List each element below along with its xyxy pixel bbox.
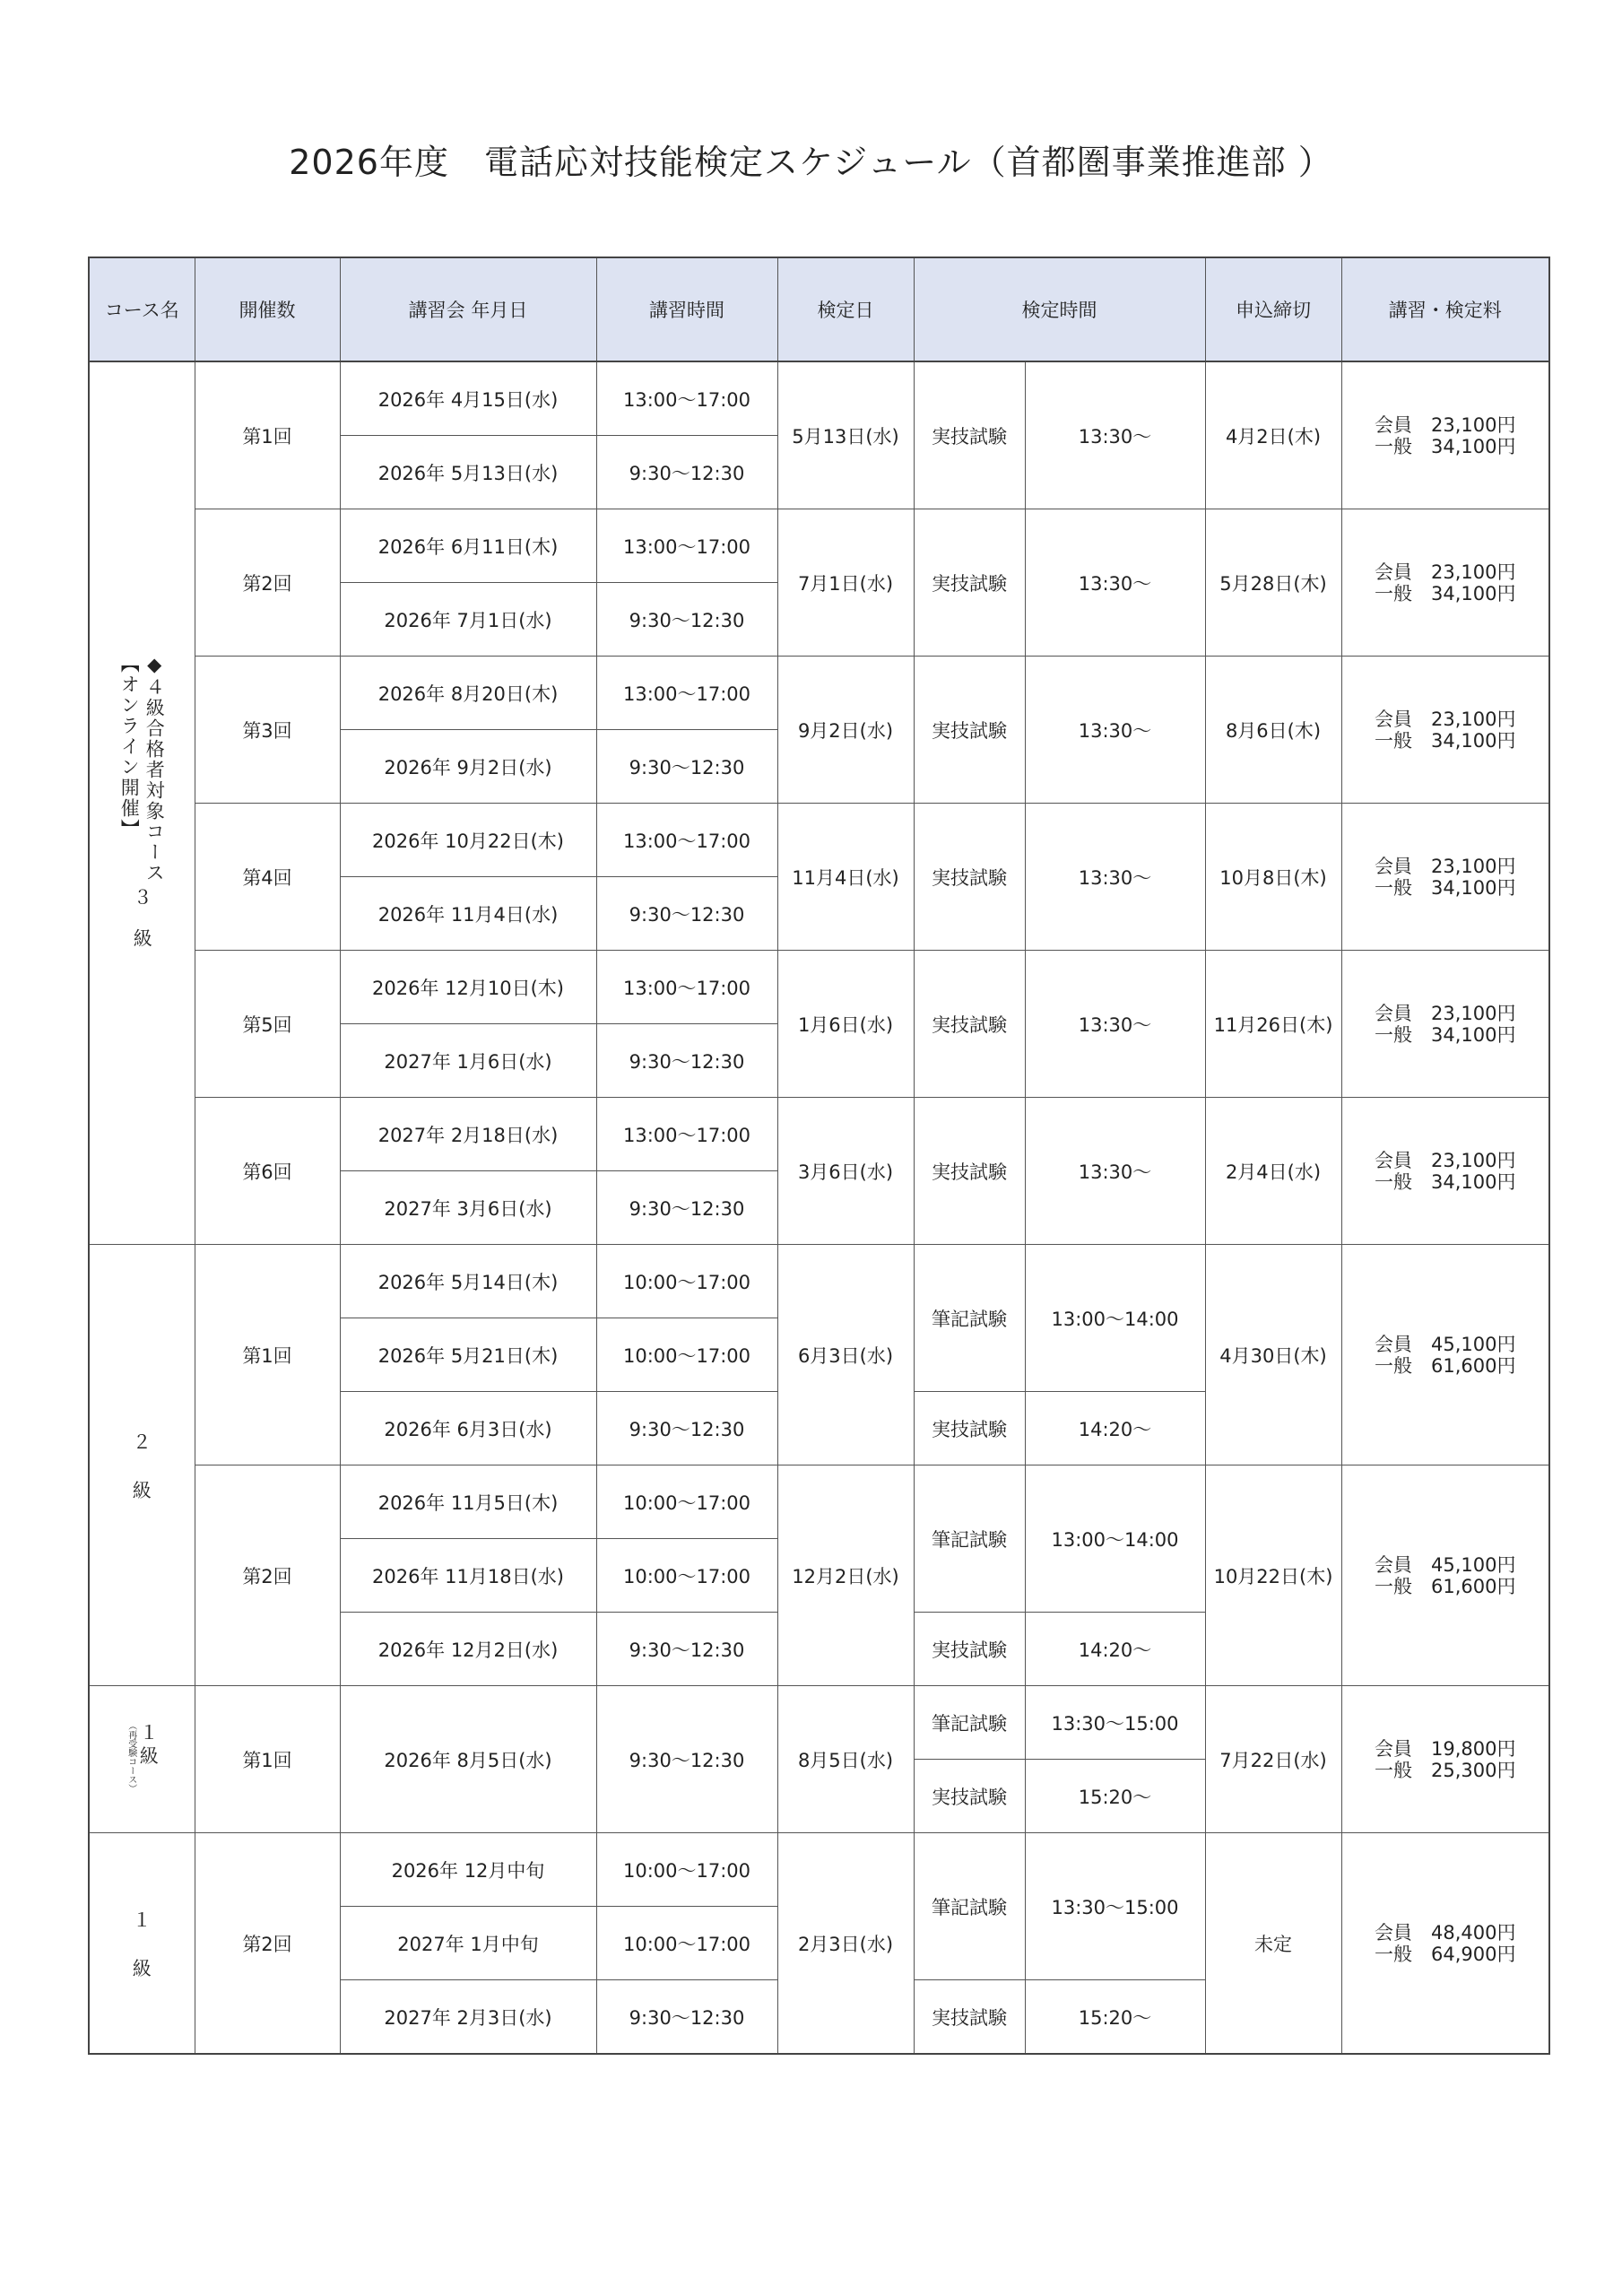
lecture-time: 13:00～17:00 — [596, 804, 777, 877]
fee-general: 一般 61,600円 — [1375, 1354, 1516, 1377]
header-session: 開催数 — [195, 257, 340, 361]
table-row — [89, 1686, 1549, 1760]
fee-member: 会員 19,800円 — [1375, 1737, 1516, 1760]
exam-time: 14:20～ — [1025, 1392, 1205, 1465]
lecture-time: 10:00～17:00 — [596, 1465, 777, 1539]
lecture-time: 10:00～17:00 — [596, 1833, 777, 1907]
exam-time: 13:00～14:00 — [1025, 1465, 1205, 1613]
fee-member: 会員 23,100円 — [1375, 708, 1516, 730]
lecture-time: 10:00～17:00 — [596, 1318, 777, 1392]
fee-cell — [1341, 1098, 1549, 1245]
fee-cell — [1341, 657, 1549, 804]
lecture-time: 9:30～12:30 — [596, 1171, 777, 1245]
lecture-time: 13:00～17:00 — [596, 361, 777, 436]
schedule-table — [88, 257, 1550, 2055]
exam-time: 13:30～ — [1025, 509, 1205, 657]
table-row — [89, 509, 1549, 583]
table-row — [89, 804, 1549, 877]
fee-member: 会員 45,100円 — [1375, 1553, 1516, 1576]
fee-cell — [1341, 804, 1549, 951]
fee-general: 一般 34,100円 — [1375, 1023, 1516, 1046]
exam-time: 15:20～ — [1025, 1760, 1205, 1833]
lecture-date: 2026年 6月3日(水) — [340, 1392, 596, 1465]
exam-type: 筆記試験 — [914, 1833, 1025, 1980]
fee-general: 一般 34,100円 — [1375, 582, 1516, 604]
lecture-time: 13:00～17:00 — [596, 1098, 777, 1171]
exam-date: 3月6日(水) — [777, 1098, 914, 1245]
course-grade1-retake — [89, 1686, 195, 1833]
fee-general: 一般 34,100円 — [1375, 435, 1516, 457]
lecture-date: 2026年 5月13日(水) — [340, 436, 596, 509]
page-title: 2026年度 電話応対技能検定スケジュール（首都圏事業推進部 ） — [289, 143, 1333, 182]
course-grade2-line1: ２ — [132, 1431, 152, 1453]
deadline: 10月22日(木) — [1205, 1465, 1341, 1686]
exam-time: 13:30～ — [1025, 361, 1205, 509]
fee-general: 一般 61,600円 — [1375, 1575, 1516, 1597]
lecture-date: 2027年 1月中旬 — [340, 1907, 596, 1980]
fee-member: 会員 48,400円 — [1375, 1921, 1516, 1944]
fee-cell — [1341, 1245, 1549, 1465]
lecture-date: 2027年 2月18日(水) — [340, 1098, 596, 1171]
session-cell: 第1回 — [195, 361, 340, 509]
fee-cell — [1341, 951, 1549, 1098]
course-grade2-line2: 級 — [132, 1479, 152, 1501]
exam-type: 実技試験 — [914, 1098, 1025, 1245]
deadline: 2月4日(水) — [1205, 1098, 1341, 1245]
course-grade3 — [89, 361, 195, 1245]
deadline: 4月30日(木) — [1205, 1245, 1341, 1465]
fee-member: 会員 23,100円 — [1375, 855, 1516, 877]
exam-type: 実技試験 — [914, 1392, 1025, 1465]
exam-time: 13:30～15:00 — [1025, 1686, 1205, 1760]
exam-time: 13:30～ — [1025, 951, 1205, 1098]
session-cell: 第2回 — [195, 1833, 340, 2055]
header-fee: 講習・検定料 — [1341, 257, 1549, 361]
deadline: 4月2日(木) — [1205, 361, 1341, 509]
deadline: 7月22日(水) — [1205, 1686, 1341, 1833]
lecture-time: 9:30～12:30 — [596, 730, 777, 804]
table-row — [89, 1098, 1549, 1171]
lecture-date: 2026年 11月5日(木) — [340, 1465, 596, 1539]
exam-date: 8月5日(水) — [777, 1686, 914, 1833]
lecture-time: 9:30～12:30 — [596, 1024, 777, 1098]
lecture-time: 9:30～12:30 — [596, 877, 777, 951]
exam-date: 9月2日(水) — [777, 657, 914, 804]
lecture-date: 2026年 12月10日(木) — [340, 951, 596, 1024]
lecture-date: 2027年 3月6日(水) — [340, 1171, 596, 1245]
lecture-time: 10:00～17:00 — [596, 1907, 777, 1980]
exam-time: 13:30～ — [1025, 657, 1205, 804]
fee-general: 一般 34,100円 — [1375, 876, 1516, 899]
lecture-date: 2026年 10月22日(木) — [340, 804, 596, 877]
fee-cell — [1341, 1686, 1549, 1833]
session-cell: 第1回 — [195, 1686, 340, 1833]
lecture-time: 13:00～17:00 — [596, 509, 777, 583]
lecture-date: 2026年 8月5日(水) — [340, 1686, 596, 1833]
lecture-date: 2026年 11月4日(水) — [340, 877, 596, 951]
exam-type: 実技試験 — [914, 804, 1025, 951]
exam-time: 13:30～15:00 — [1025, 1833, 1205, 1980]
table-row — [89, 1245, 1549, 1318]
table-row — [89, 361, 1549, 436]
fee-member: 会員 23,100円 — [1375, 413, 1516, 436]
session-cell: 第5回 — [195, 951, 340, 1098]
exam-date: 2月3日(水) — [777, 1833, 914, 2055]
deadline: 11月26日(木) — [1205, 951, 1341, 1098]
lecture-date: 2026年 12月中旬 — [340, 1833, 596, 1907]
lecture-date: 2026年 4月15日(水) — [340, 361, 596, 436]
deadline: 10月8日(木) — [1205, 804, 1341, 951]
exam-type: 筆記試験 — [914, 1245, 1025, 1392]
lecture-date: 2026年 9月2日(水) — [340, 730, 596, 804]
course-grade1-retake-kyu: 級 — [139, 1745, 159, 1767]
session-cell: 第4回 — [195, 804, 340, 951]
fee-cell — [1341, 361, 1549, 509]
table-row — [89, 951, 1549, 1024]
exam-time: 14:20～ — [1025, 1613, 1205, 1686]
course-grade1 — [89, 1833, 195, 2055]
lecture-date: 2027年 2月3日(水) — [340, 1980, 596, 2055]
exam-type: 実技試験 — [914, 361, 1025, 509]
lecture-date: 2026年 7月1日(水) — [340, 583, 596, 657]
exam-time: 13:00～14:00 — [1025, 1245, 1205, 1392]
header-deadline: 申込締切 — [1205, 257, 1341, 361]
course-grade1-retake-grade-num: １ — [139, 1722, 159, 1744]
course-grade1-retake-grade — [140, 1721, 159, 1768]
header-lecture-date: 講習会 年月日 — [340, 257, 596, 361]
lecture-time: 9:30～12:30 — [596, 1980, 777, 2055]
lecture-date: 2026年 6月11日(木) — [340, 509, 596, 583]
header-row — [89, 257, 1549, 361]
session-cell: 第2回 — [195, 509, 340, 657]
lecture-date: 2027年 1月6日(水) — [340, 1024, 596, 1098]
fee-cell — [1341, 1465, 1549, 1686]
session-cell: 第1回 — [195, 1245, 340, 1465]
header-exam-time: 検定時間 — [914, 257, 1205, 361]
table-row — [89, 1465, 1549, 1539]
fee-member: 会員 23,100円 — [1375, 1149, 1516, 1171]
lecture-date: 2026年 8月20日(木) — [340, 657, 596, 730]
course-grade3-line2: 【オンライン開催】 — [118, 653, 141, 839]
exam-type: 実技試験 — [914, 1760, 1025, 1833]
exam-date: 6月3日(水) — [777, 1245, 914, 1465]
session-cell: 第3回 — [195, 657, 340, 804]
exam-type: 実技試験 — [914, 951, 1025, 1098]
fee-general: 一般 64,900円 — [1375, 1943, 1516, 1965]
table-row — [89, 657, 1549, 730]
lecture-time: 9:30～12:30 — [596, 1392, 777, 1465]
lecture-time: 9:30～12:30 — [596, 436, 777, 509]
exam-date: 11月4日(水) — [777, 804, 914, 951]
exam-type: 実技試験 — [914, 657, 1025, 804]
table-row — [89, 1833, 1549, 1907]
course-grade1-line1: １ — [132, 1909, 152, 1931]
course-grade3-line1: ◆４級合格者対象コース — [143, 653, 166, 883]
exam-date: 1月6日(水) — [777, 951, 914, 1098]
exam-type: 筆記試験 — [914, 1686, 1025, 1760]
deadline: 8月6日(木) — [1205, 657, 1341, 804]
course-grade1-line2: 級 — [132, 1957, 152, 1979]
exam-date: 12月2日(水) — [777, 1465, 914, 1686]
lecture-date: 2026年 12月2日(水) — [340, 1613, 596, 1686]
exam-type: 実技試験 — [914, 1613, 1025, 1686]
header-lecture-time: 講習時間 — [596, 257, 777, 361]
lecture-time: 9:30～12:30 — [596, 1686, 777, 1833]
lecture-date: 2026年 11月18日(水) — [340, 1539, 596, 1613]
exam-type: 実技試験 — [914, 509, 1025, 657]
lecture-time: 13:00～17:00 — [596, 657, 777, 730]
course-grade2 — [89, 1245, 195, 1686]
deadline: 5月28日(木) — [1205, 509, 1341, 657]
exam-time: 15:20～ — [1025, 1980, 1205, 2055]
fee-member: 会員 23,100円 — [1375, 561, 1516, 583]
lecture-date: 2026年 5月14日(木) — [340, 1245, 596, 1318]
fee-general: 一般 34,100円 — [1375, 729, 1516, 752]
fee-general: 一般 34,100円 — [1375, 1170, 1516, 1193]
session-cell: 第2回 — [195, 1465, 340, 1686]
fee-member: 会員 45,100円 — [1375, 1333, 1516, 1355]
lecture-time: 10:00～17:00 — [596, 1539, 777, 1613]
exam-date: 5月13日(水) — [777, 361, 914, 509]
session-cell: 第6回 — [195, 1098, 340, 1245]
course-grade3-line3: ３ 級 — [131, 886, 153, 949]
fee-cell — [1341, 1833, 1549, 2055]
exam-time: 13:30～ — [1025, 1098, 1205, 1245]
deadline: 未定 — [1205, 1833, 1341, 2055]
lecture-date: 2026年 5月21日(木) — [340, 1318, 596, 1392]
lecture-time: 9:30～12:30 — [596, 1613, 777, 1686]
exam-type: 筆記試験 — [914, 1465, 1025, 1613]
fee-cell — [1341, 509, 1549, 657]
exam-date: 7月1日(水) — [777, 509, 914, 657]
lecture-time: 9:30～12:30 — [596, 583, 777, 657]
course-grade1-retake-note: （再受験コース） — [126, 1721, 136, 1793]
lecture-time: 13:00～17:00 — [596, 951, 777, 1024]
header-course: コース名 — [89, 257, 195, 361]
header-exam-date: 検定日 — [777, 257, 914, 361]
exam-type: 実技試験 — [914, 1980, 1025, 2055]
fee-general: 一般 25,300円 — [1375, 1759, 1516, 1781]
exam-time: 13:30～ — [1025, 804, 1205, 951]
fee-member: 会員 23,100円 — [1375, 1002, 1516, 1024]
lecture-time: 10:00～17:00 — [596, 1245, 777, 1318]
